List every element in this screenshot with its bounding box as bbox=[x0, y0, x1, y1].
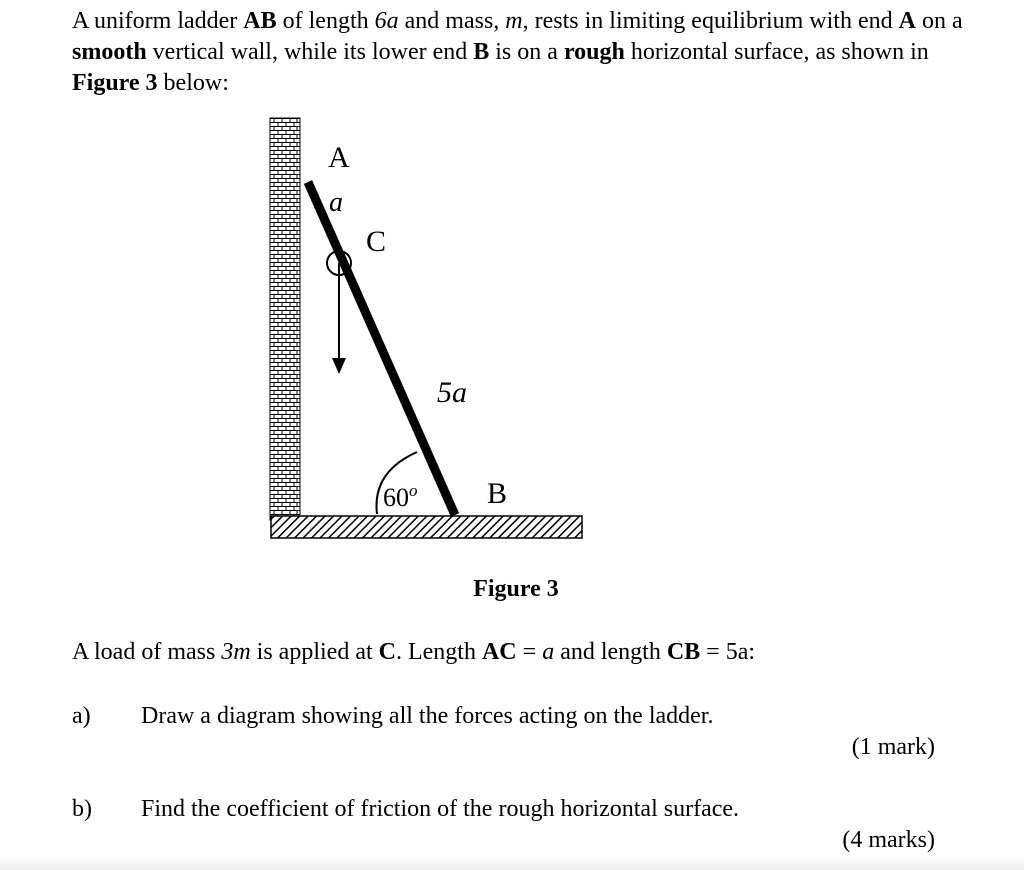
ladder-length: 6a bbox=[374, 8, 399, 34]
label-5a: 5a bbox=[437, 376, 467, 409]
label-c: C bbox=[366, 225, 387, 258]
load-arrow-head bbox=[332, 358, 346, 374]
question-b-marks: (4 marks) bbox=[842, 827, 935, 853]
ladder-mass: m bbox=[505, 8, 523, 34]
question-a-text: Draw a diagram showing all the forces acting on the ladder. bbox=[141, 703, 714, 729]
smooth-wall bbox=[270, 118, 300, 520]
question-b-label: b) bbox=[72, 796, 92, 822]
question-a-label: a) bbox=[72, 703, 91, 729]
label-a: A bbox=[328, 141, 350, 174]
question-a-marks: (1 mark) bbox=[851, 734, 935, 760]
figure-reference: Figure 3 bbox=[72, 70, 158, 96]
load-statement: A load of mass 3m is applied at C. Length AC = a and length CB = 5a: bbox=[72, 639, 756, 665]
label-b: B bbox=[487, 477, 508, 510]
page-bottom-shadow bbox=[0, 856, 1024, 870]
problem-statement: A uniform ladder AB of length 6a and mass, m, rests in limiting equilibrium with end A on a smooth vertical wall, while its lower end B is on a rough horizontal surface, as shown in Figure 3 below: bbox=[72, 8, 963, 96]
rough-ground bbox=[271, 516, 582, 538]
figure-caption: Figure 3 bbox=[473, 576, 559, 602]
ladder-ab: AB bbox=[243, 8, 277, 34]
label-a-length: a bbox=[329, 187, 343, 218]
question-b-text: Find the coefficient of friction of the rough horizontal surface. bbox=[141, 796, 740, 822]
label-angle: 60$^o$ bbox=[383, 481, 418, 512]
